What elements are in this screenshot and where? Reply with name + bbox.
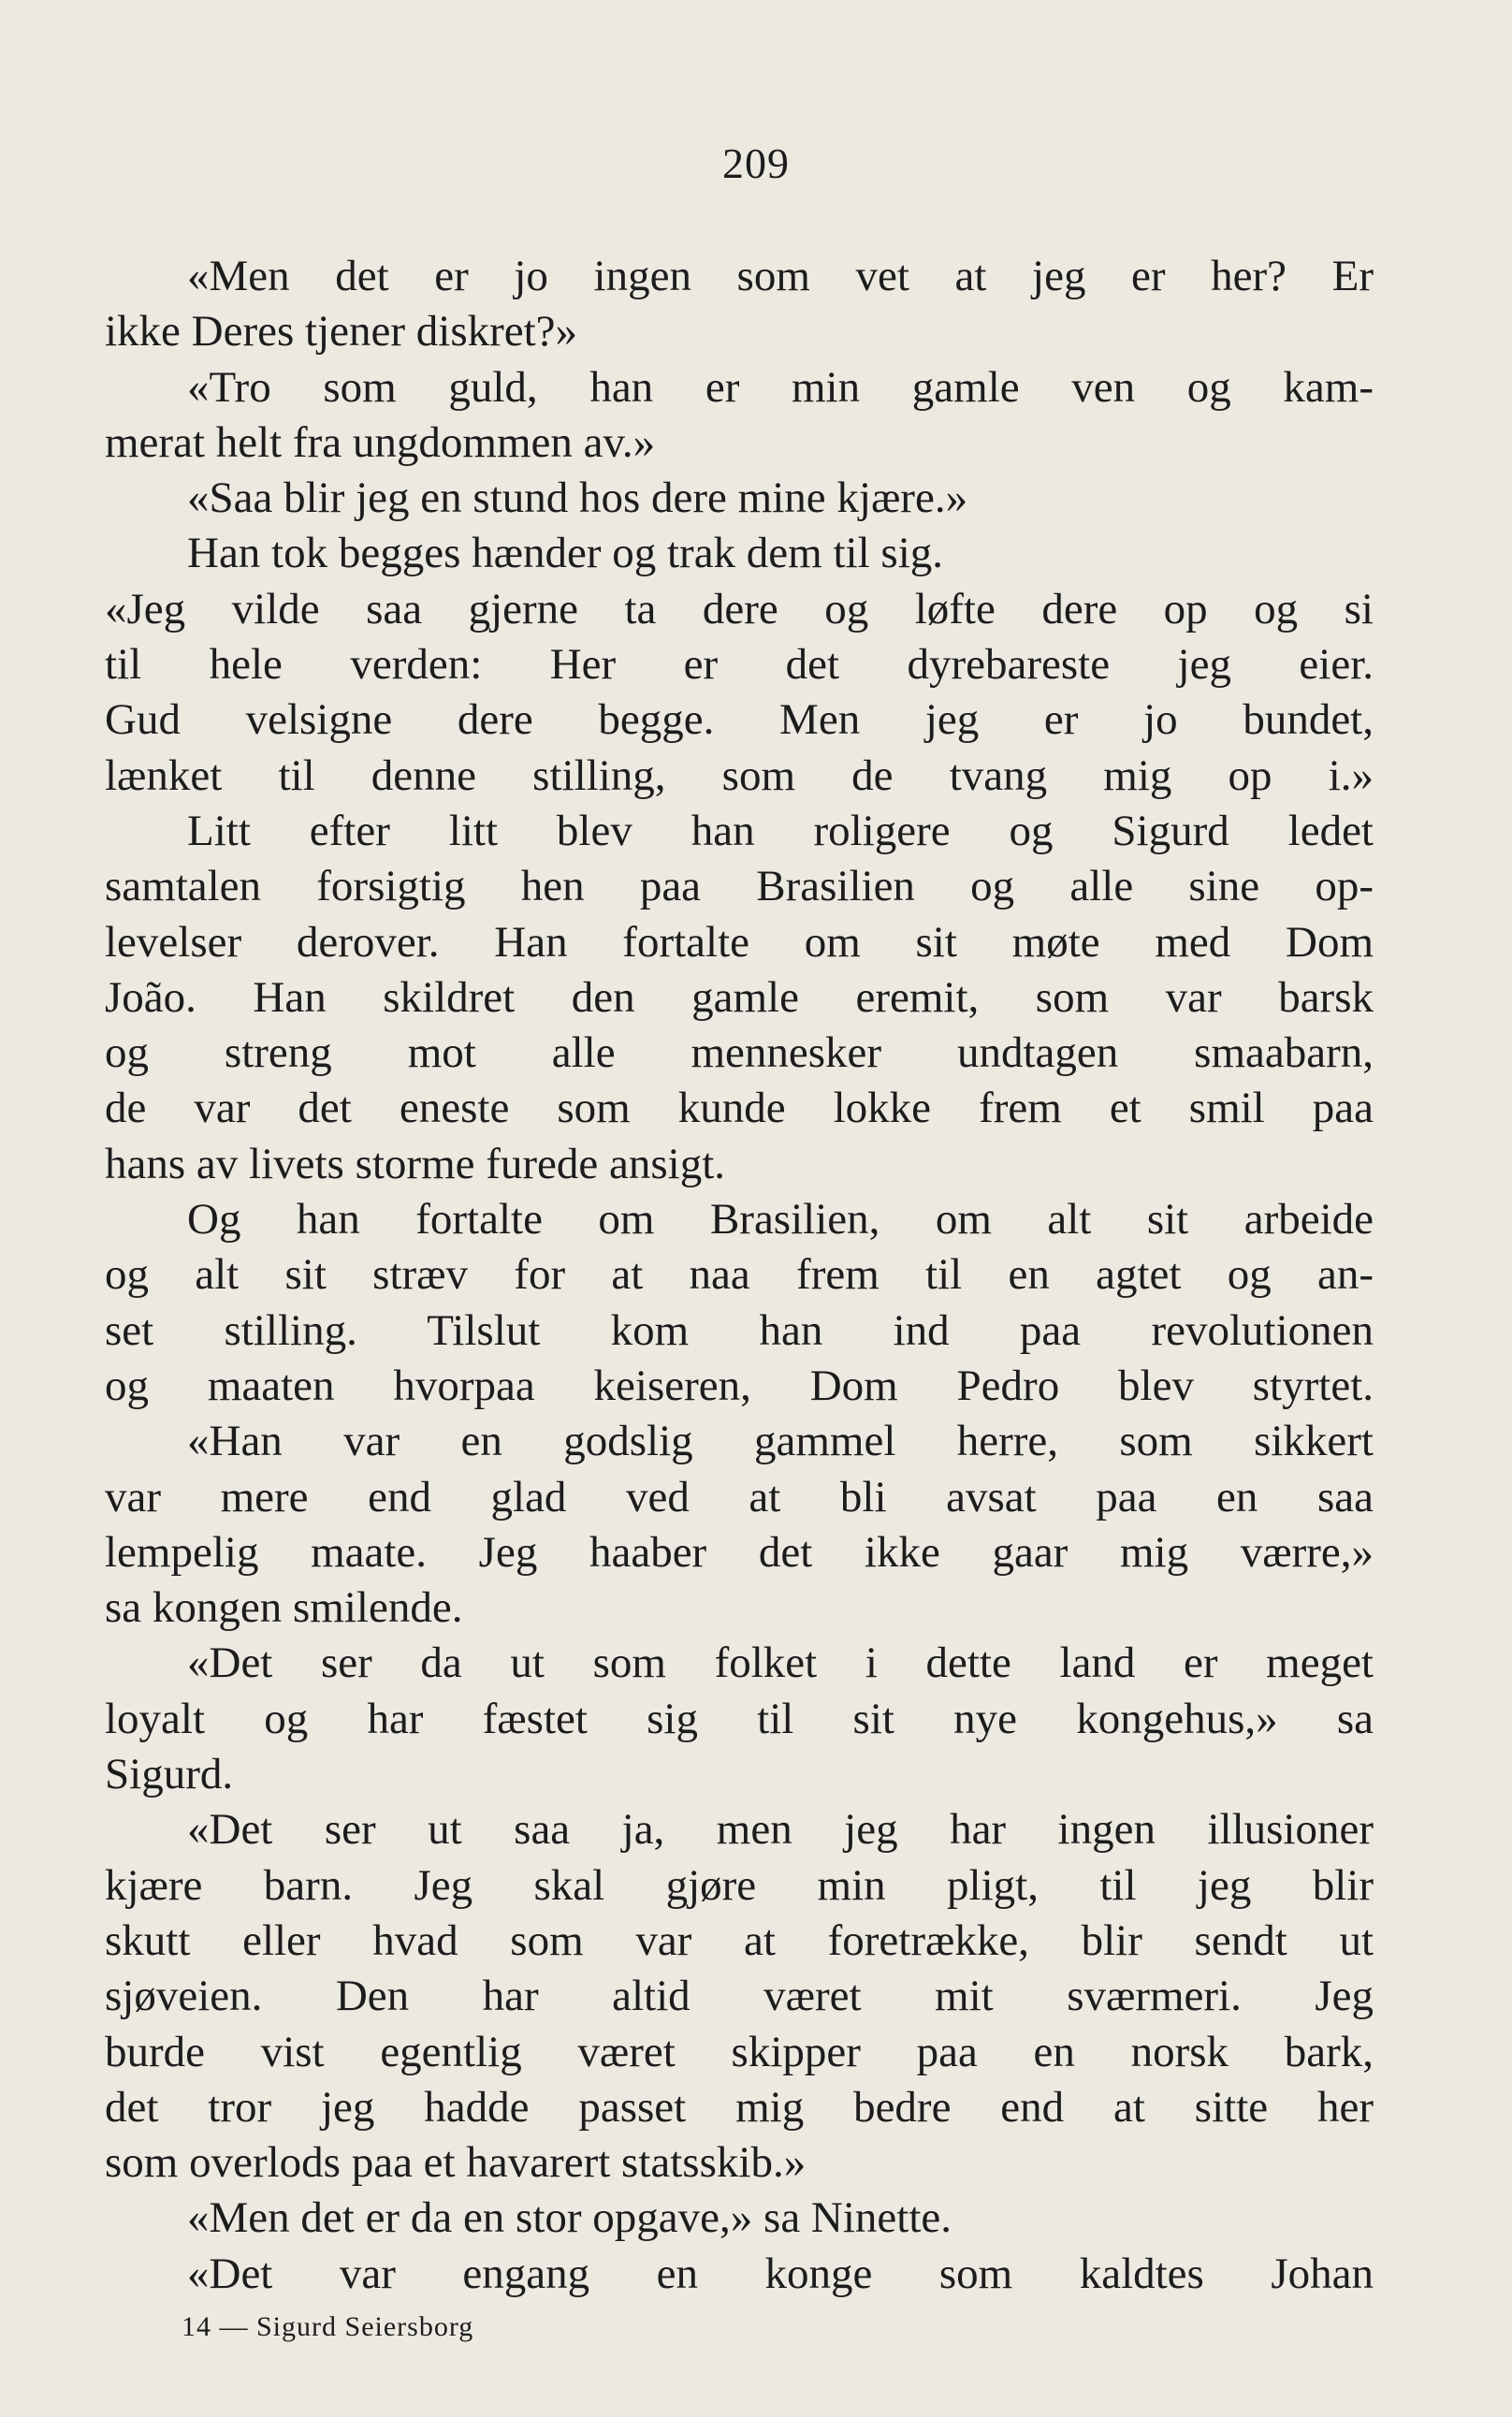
text-line: «Han var en godslig gammel herre, som sikkert (187, 1417, 1374, 1466)
text-line: sa kongen smilende. (105, 1583, 463, 1633)
text-line: set stilling. Tilslut kom han ind paa revolutionen (105, 1305, 1374, 1355)
text-line: ikke Deres tjener diskret?» (105, 307, 578, 357)
text-line: João. Han skildret den gamle eremit, som var barsk (105, 972, 1374, 1022)
text-line: Og han fortalte om Brasilien, om alt sit arbeide (187, 1195, 1374, 1245)
text-line: lempelig maate. Jeg haaber det ikke gaar mig værre,» (105, 1527, 1374, 1577)
text-line: var mere end glad ved at bli avsat paa en saa (105, 1472, 1374, 1522)
text-line: det tror jeg hadde passet mig bedre end at sitte her (105, 2082, 1374, 2132)
text-line: de var det eneste som kunde lokke frem et smil paa (105, 1084, 1374, 1133)
text-line: «Men det er jo ingen som vet at jeg er her? Er (187, 252, 1374, 300)
text-line: loyalt og har fæstet sig til sit nye kongehus,» sa (105, 1694, 1374, 1743)
text-line: Litt efter litt blev han roligere og Sigurd ledet (187, 806, 1374, 855)
text-line: burde vist egentlig været skipper paa en norsk bark, (105, 2027, 1374, 2076)
text-line: «Saa blir jeg en stund hos dere mine kjære.» (187, 473, 968, 523)
text-line: kjære barn. Jeg skal gjøre min pligt, til jeg blir (105, 1860, 1374, 1910)
text-line: «Det var engang en konge som kaldtes Johan (187, 2249, 1374, 2298)
text-line: levelser derover. Han fortalte om sit møte med Dom (105, 917, 1374, 967)
text-line: Sigurd. (105, 1750, 234, 1799)
page-number: 209 (722, 139, 790, 187)
text-line: «Jeg vilde saa gjerne ta dere og løfte dere op og si (105, 584, 1374, 633)
body-text (105, 249, 1374, 2302)
text-line: merat helt fra ungdommen av.» (105, 417, 656, 467)
text-line: og streng mot alle mennesker undtagen smaabarn, (105, 1028, 1374, 1078)
signature-footer: 14 — Sigurd Seiersborg (182, 2311, 474, 2342)
text-line: «Det ser ut saa ja, men jeg har ingen illusioner (187, 1805, 1374, 1855)
text-line: sjøveien. Den har altid været mit sværmeri. Jeg (105, 1972, 1374, 2021)
text-line: Gud velsigne dere begge. Men jeg er jo bundet, (105, 695, 1374, 745)
text-line: «Tro som guld, han er min gamle ven og kam- (187, 362, 1374, 412)
text-line: skutt eller hvad som var at foretrække, blir sendt ut (105, 1915, 1374, 1965)
text-line: til hele verden: Her er det dyrebareste jeg eier. (105, 640, 1374, 690)
text-line: og maaten hvorpaa keiseren, Dom Pedro blev styrtet. (105, 1361, 1374, 1410)
text-line: «Det ser da ut som folket i dette land er meget (187, 1638, 1374, 1688)
text-line: samtalen forsigtig hen paa Brasilien og alle sine op- (105, 862, 1374, 911)
text-line: hans av livets storme furede ansigt. (105, 1139, 726, 1188)
text-line: som overlods paa et havarert statsskib.» (105, 2138, 807, 2188)
text-line: Han tok begges hænder og trak dem til sig. (187, 529, 943, 578)
text-line: lænket til denne stilling, som de tvang mig op i.» (105, 750, 1374, 800)
text-line: «Men det er da en stor opgave,» sa Ninette. (187, 2193, 952, 2243)
text-line: og alt sit stræv for at naa frem til en agtet og an- (105, 1250, 1374, 1300)
